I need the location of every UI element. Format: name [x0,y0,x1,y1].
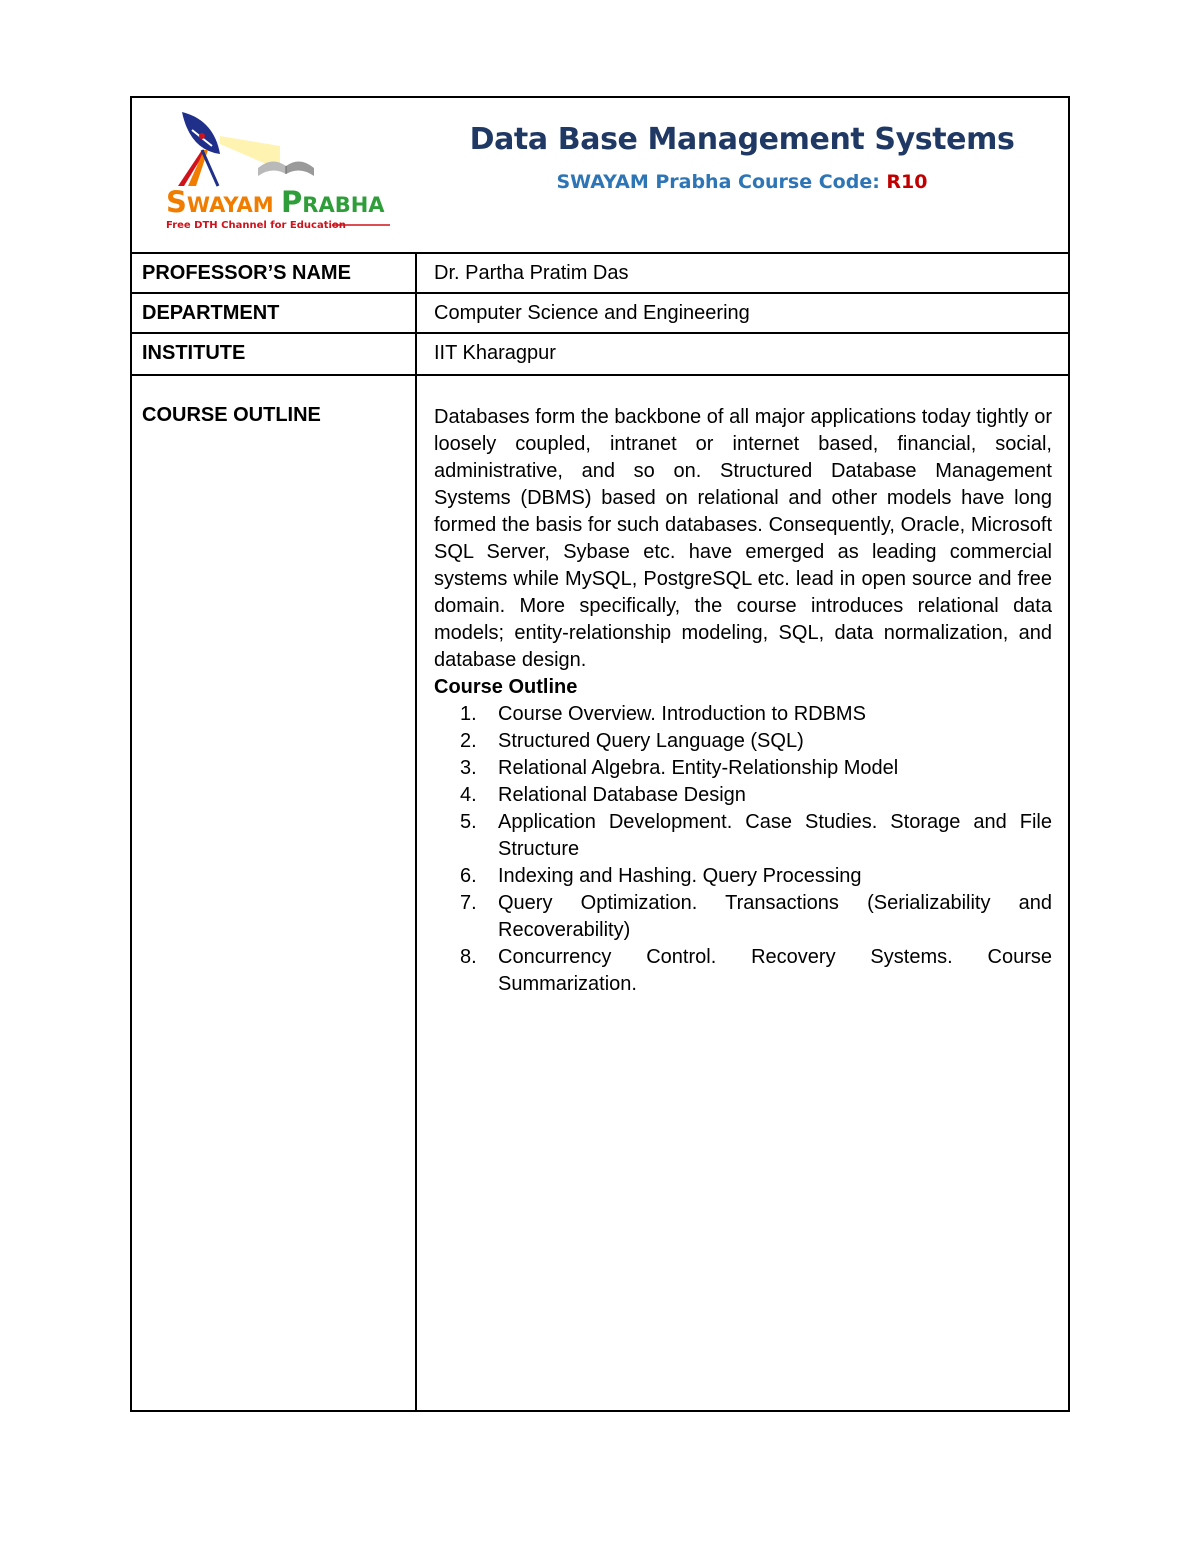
list-item [434,809,1052,863]
professor-label: PROFESSOR’S NAME [142,262,351,284]
item-text: Indexing and Hashing. Query Processing [498,865,862,887]
item-number: 2. [460,730,477,752]
institute-row [132,334,1068,374]
title-block [422,122,1062,193]
swayam-prabha-logo [162,110,394,234]
item-text: Concurrency Control. Recovery Systems. Course Summarization. [498,946,1052,995]
course-outline-list [434,701,1052,998]
course-title: Data Base Management Systems [469,122,1015,157]
list-item [434,863,1052,890]
item-text: Relational Database Design [498,784,746,806]
course-description: Databases form the backbone of all major applications today tightly or loosely coupled, intranet or internet based, financial, social, administrative, and so on. Structured Database Management Systems (DBMS) based on relational and other models have long formed the basis for such databases. Consequently, Oracle, Microsoft SQL Server, Sybase etc. have emerged as leading commercial systems while MySQL, PostgreSQL etc. lead in open source and free domain. More specifically, the course introduces relational data models; entity-relationship modeling, SQL, data normalization, and database design. [434,406,1052,671]
list-item [434,890,1052,944]
item-text: Structured Query Language (SQL) [498,730,804,752]
institute-value: IIT Kharagpur [434,342,556,364]
professor-value: Dr. Partha Pratim Das [434,262,629,284]
department-value: Computer Science and Engineering [434,302,750,324]
item-number: 3. [460,757,477,779]
item-text: Query Optimization. Transactions (Serializability and Recoverability) [498,892,1052,941]
item-number: 7. [460,892,477,914]
course-code-label: SWAYAM Prabha Course Code: [556,171,887,193]
list-item [434,701,1052,728]
item-number: 5. [460,811,477,833]
professor-row [132,254,1068,292]
department-row [132,294,1068,332]
list-item [434,728,1052,755]
course-outline-heading: Course Outline [434,676,578,698]
course-outline-label: COURSE OUTLINE [142,404,321,426]
item-text: Course Overview. Introduction to RDBMS [498,703,866,725]
course-code-line [422,171,1062,193]
item-text: Application Development. Case Studies. Storage and File Structure [498,811,1052,860]
header [132,98,1068,254]
item-number: 6. [460,865,477,887]
list-item [434,755,1052,782]
institute-label: INSTITUTE [142,342,246,364]
list-item [434,782,1052,809]
item-number: 1. [460,703,477,725]
department-label: DEPARTMENT [142,302,280,324]
svg-text:Free DTH Channel for Education: Free DTH Channel for Education [166,220,346,231]
item-text: Relational Algebra. Entity-Relationship Model [498,757,899,779]
course-info-table [130,96,1070,1412]
column-divider [415,254,417,1410]
item-number: 4. [460,784,477,806]
svg-text:SWAYAM PRABHA: SWAYAM PRABHA [166,185,385,219]
row-divider [132,374,1068,376]
list-item [434,944,1052,998]
course-outline-cell [434,404,1052,998]
item-number: 8. [460,946,477,968]
course-code: R10 [886,171,928,193]
